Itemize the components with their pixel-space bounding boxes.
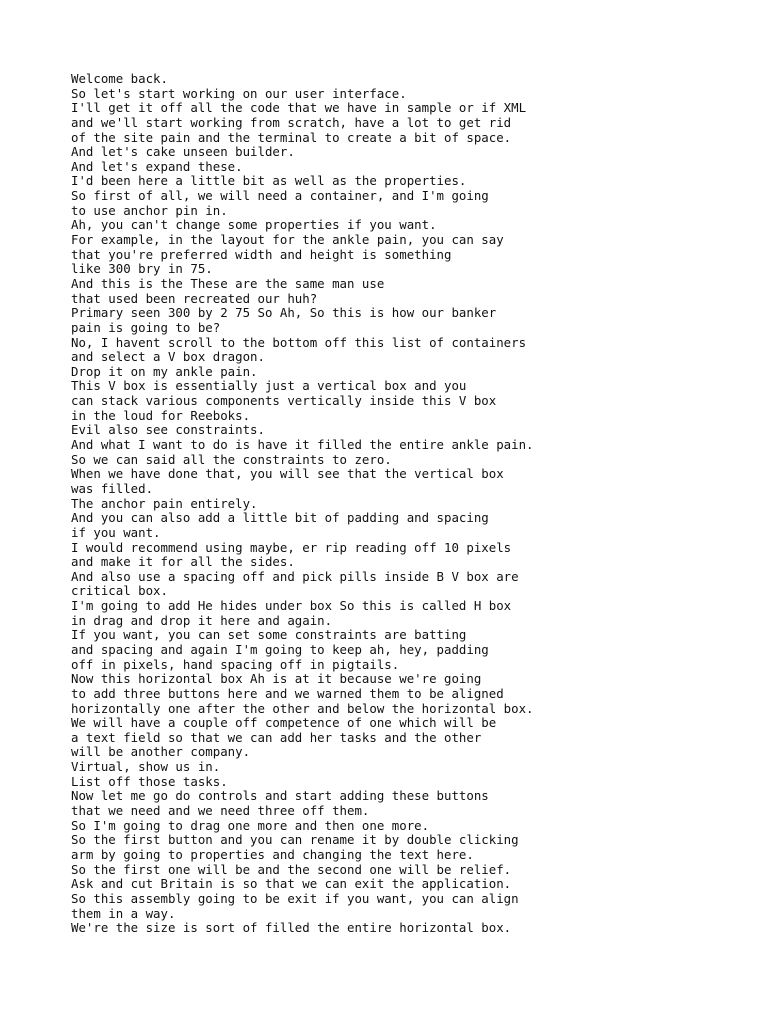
transcript-line: critical box. — [71, 583, 168, 599]
transcript-line: will be another company. — [71, 744, 251, 760]
transcript-line: Ask and cut Britain is so that we can exit the application. — [71, 876, 512, 892]
transcript-line: Ah, you can't change some properties if you want. — [71, 217, 437, 233]
transcript-line: pain is going to be? — [71, 319, 221, 335]
transcript-line: and we'll start working from scratch, have a lot to get rid — [71, 114, 512, 130]
transcript-line: off in pixels, hand spacing off in pigtails. — [71, 656, 400, 672]
transcript-line: So this assembly going to be exit if you want, you can align — [71, 890, 519, 906]
transcript-line: For example, in the layout for the ankle pain, you can say — [71, 232, 504, 248]
transcript-line: that you're preferred width and height is something — [71, 246, 452, 262]
transcript-line: We're the size is sort of filled the entire horizontal box. — [71, 920, 512, 936]
transcript-line: if you want. — [71, 524, 161, 540]
transcript-line: to add three buttons here and we warned them to be aligned — [71, 685, 504, 701]
transcript-line: This V box is essentially just a vertical box and you — [71, 378, 467, 394]
transcript-line: to use anchor pin in. — [71, 202, 228, 218]
transcript-line: arm by going to properties and changing the text here. — [71, 846, 474, 862]
transcript-line: So first of all, we will need a container, and I'm going — [71, 188, 489, 204]
transcript-line: I would recommend using maybe, er rip reading off 10 pixels — [71, 539, 512, 555]
transcript-text-block — [71, 72, 751, 936]
transcript-line: I'd been here a little bit as well as the properties. — [71, 173, 467, 189]
transcript-line: that we need and we need three off them. — [71, 803, 370, 819]
transcript-line: When we have done that, you will see that the vertical box — [71, 466, 504, 482]
transcript-line: So the first button and you can rename it by double clicking — [71, 832, 519, 848]
transcript-line: I'm going to add He hides under box So this is called H box — [71, 598, 512, 614]
transcript-line: that used been recreated our huh? — [71, 290, 318, 306]
transcript-line: like 300 bry in 75. — [71, 261, 213, 277]
transcript-line: and select a V box dragon. — [71, 349, 265, 365]
transcript-line: Primary seen 300 by 2 75 So Ah, So this is how our banker — [71, 305, 497, 321]
transcript-line: horizontally one after the other and below the horizontal box. — [71, 700, 534, 716]
transcript-line: in drag and drop it here and again. — [71, 612, 333, 628]
transcript-line: them in a way. — [71, 905, 176, 921]
transcript-line: The anchor pain entirely. — [71, 495, 258, 511]
transcript-line: Evil also see constraints. — [71, 422, 265, 438]
transcript-line: So let's start working on our user interface. — [71, 85, 407, 101]
transcript-line: And you can also add a little bit of padding and spacing — [71, 510, 489, 526]
transcript-line: Virtual, show us in. — [71, 759, 221, 775]
transcript-line: was filled. — [71, 480, 154, 496]
transcript-line: If you want, you can set some constraints are batting — [71, 627, 467, 643]
transcript-line: No, I havent scroll to the bottom off this list of containers — [71, 334, 527, 350]
transcript-line: I'll get it off all the code that we have in sample or if XML — [71, 100, 527, 116]
transcript-line: can stack various components vertically inside this V box — [71, 393, 497, 409]
transcript-line: We will have a couple off competence of one which will be — [71, 715, 497, 731]
transcript-line: So I'm going to drag one more and then one more. — [71, 817, 430, 833]
transcript-line: And also use a spacing off and pick pills inside B V box are — [71, 568, 519, 584]
transcript-line: Drop it on my ankle pain. — [71, 363, 258, 379]
transcript-line: And let's cake unseen builder. — [71, 144, 295, 160]
transcript-line: Now this horizontal box Ah is at it because we're going — [71, 671, 482, 687]
transcript-line: and make it for all the sides. — [71, 554, 295, 570]
transcript-line: of the site pain and the terminal to create a bit of space. — [71, 129, 512, 145]
transcript-line: So the first one will be and the second one will be relief. — [71, 861, 512, 877]
transcript-line: Now let me go do controls and start adding these buttons — [71, 788, 489, 804]
transcript-line: And what I want to do is have it filled the entire ankle pain. — [71, 437, 534, 453]
transcript-line: So we can said all the constraints to zero. — [71, 451, 392, 467]
transcript-line: in the loud for Reeboks. — [71, 407, 251, 423]
transcript-line: Welcome back. — [71, 71, 168, 86]
transcript-line: and spacing and again I'm going to keep ah, hey, padding — [71, 641, 489, 657]
transcript-line: List off those tasks. — [71, 773, 228, 789]
transcript-line: a text field so that we can add her tasks and the other — [71, 729, 482, 745]
transcript-line: And this is the These are the same man use — [71, 275, 385, 291]
transcript-line: And let's expand these. — [71, 158, 243, 174]
